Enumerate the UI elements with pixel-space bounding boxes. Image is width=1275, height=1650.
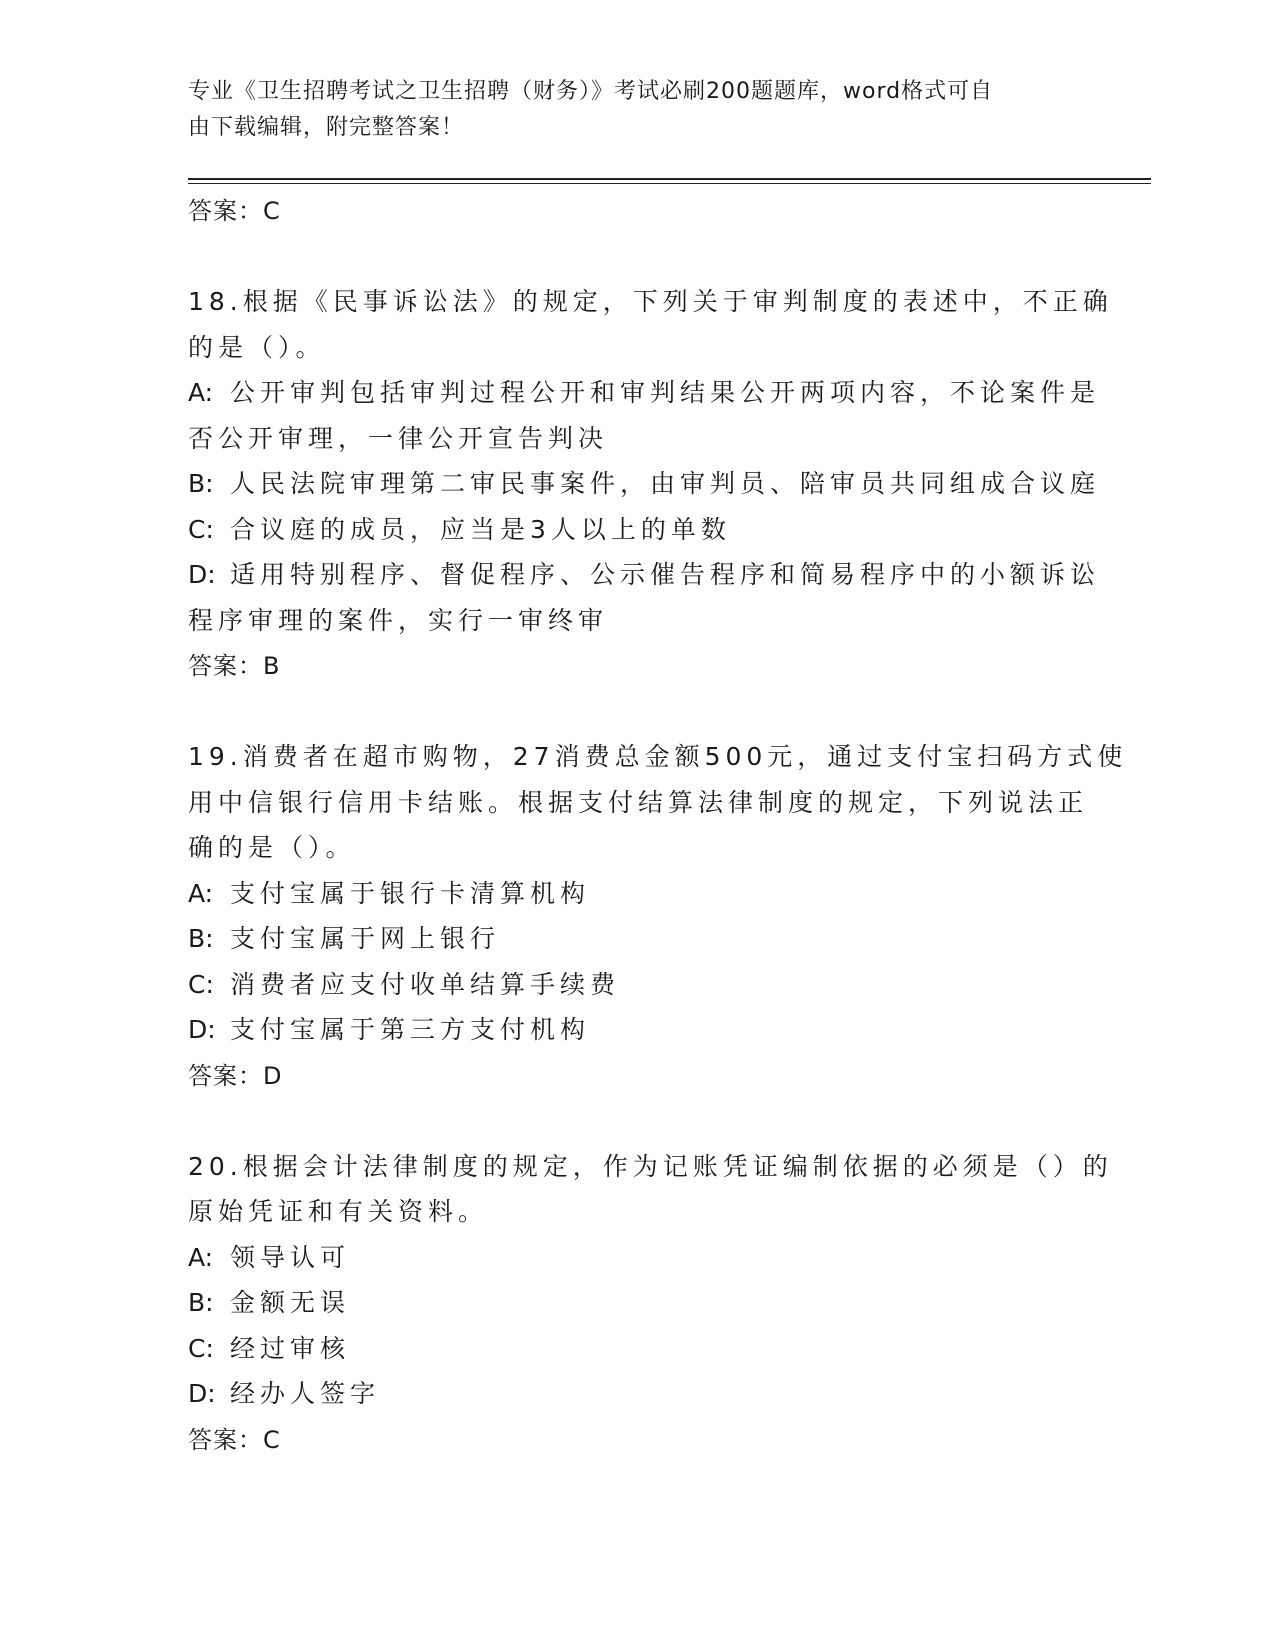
answer-line: 答案：C bbox=[188, 197, 281, 225]
option-text: 合议庭的成员，应当是3人以上的单数 bbox=[230, 514, 731, 544]
question-stem: 20.根据会计法律制度的规定，作为记账凭证编制依据的必须是（）的 bbox=[188, 1151, 1113, 1181]
option-letter: C: bbox=[188, 1333, 214, 1363]
question-stem: 的是（）。 bbox=[188, 332, 326, 362]
option-letter: A: bbox=[188, 1242, 214, 1272]
option-a bbox=[188, 871, 1088, 917]
header-line: 由下载编辑，附完整答案！ bbox=[188, 115, 465, 140]
option-text-continued: 否公开审理，一律公开宣告判决 bbox=[188, 423, 609, 453]
question-stem: 18.根据《民事诉讼法》的规定，下列关于审判制度的表述中，不正确 bbox=[188, 287, 1113, 316]
option-letter: A: bbox=[188, 378, 214, 407]
option-letter: D: bbox=[188, 560, 216, 589]
option-b bbox=[188, 916, 1088, 962]
option-letter: A: bbox=[188, 878, 214, 908]
option-text: 适用特别程序、督促程序、公示催告程序和简易程序中的小额诉讼 bbox=[230, 560, 1101, 589]
document-body bbox=[188, 188, 1128, 1463]
question-20 bbox=[188, 1144, 1113, 1463]
option-d bbox=[188, 1007, 1088, 1053]
option-b bbox=[188, 1280, 1088, 1326]
option-text: 经过审核 bbox=[230, 1333, 351, 1363]
question-19 bbox=[188, 734, 1128, 1099]
answer-line: 答案：C bbox=[188, 1425, 281, 1454]
header-line: 专业《卫生招聘考试之卫生招聘（财务）》考试必刷200题题库，word格式可自 bbox=[188, 79, 994, 104]
option-text: 支付宝属于网上银行 bbox=[230, 924, 501, 953]
option-letter: C: bbox=[188, 969, 214, 999]
option-c bbox=[188, 1326, 1088, 1372]
option-letter: D: bbox=[188, 1015, 216, 1044]
option-letter: C: bbox=[188, 514, 214, 544]
question-stem: 用中信银行信用卡结账。根据支付结算法律制度的规定，下列说法正 bbox=[188, 787, 1089, 817]
option-text: 领导认可 bbox=[230, 1242, 351, 1272]
option-text-continued: 程序审理的案件，实行一审终审 bbox=[188, 605, 609, 635]
option-letter: B: bbox=[188, 469, 214, 498]
answer-line: 答案：B bbox=[188, 652, 281, 680]
option-text: 经办人签字 bbox=[230, 1379, 381, 1408]
option-text: 公开审判包括审判过程公开和审判结果公开两项内容，不论案件是 bbox=[230, 378, 1101, 407]
header-divider bbox=[188, 178, 1151, 180]
option-a bbox=[188, 1235, 1088, 1281]
option-a bbox=[188, 370, 1101, 416]
question-stem: 原始凭证和有关资料。 bbox=[188, 1197, 489, 1226]
option-c bbox=[188, 507, 1088, 553]
option-text: 人民法院审理第二审民事案件，由审判员、陪审员共同组成合议庭 bbox=[230, 469, 1101, 498]
option-d bbox=[188, 552, 1101, 598]
header-divider-thin bbox=[188, 183, 1151, 184]
option-letter: B: bbox=[188, 924, 214, 953]
option-letter: B: bbox=[188, 1288, 214, 1317]
option-letter: D: bbox=[188, 1379, 216, 1408]
question-stem: 确的是（）。 bbox=[188, 833, 356, 862]
question-stem: 19.消费者在超市购物，27消费总金额500元，通过支付宝扫码方式使 bbox=[188, 742, 1128, 771]
option-text: 金额无误 bbox=[230, 1288, 351, 1317]
question-18 bbox=[188, 279, 1113, 689]
option-text: 消费者应支付收单结算手续费 bbox=[230, 969, 621, 999]
option-text: 支付宝属于第三方支付机构 bbox=[230, 1015, 591, 1044]
option-b bbox=[188, 461, 1101, 507]
option-c bbox=[188, 962, 1088, 1008]
option-text: 支付宝属于银行卡清算机构 bbox=[230, 878, 591, 908]
answer-line: 答案：D bbox=[188, 1061, 283, 1090]
page-header bbox=[188, 74, 1088, 146]
option-d bbox=[188, 1371, 1088, 1417]
